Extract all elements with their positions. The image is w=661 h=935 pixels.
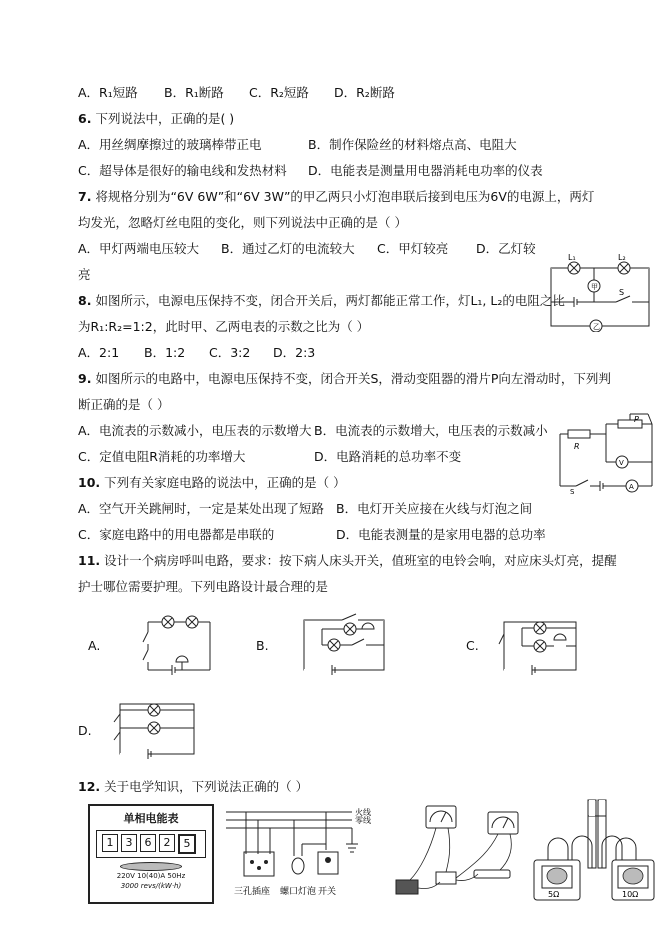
q12-number: 12. <box>78 779 101 794</box>
svg-text:乙: 乙 <box>593 323 600 331</box>
q12-resistor-5ohm-label: 5Ω <box>548 890 560 899</box>
meter-digit: 1 <box>102 834 118 852</box>
q9-label-v: V <box>619 459 624 467</box>
q9-stem-line1 <box>78 370 611 388</box>
q10-stem-text: 下列有关家庭电路的说法中，正确的是（ ） <box>104 475 346 490</box>
q12-neutral-wire-label: 零线 <box>355 816 371 825</box>
q5-option-c: C．R₂短路 <box>249 85 309 100</box>
q9-option-d: D．电路消耗的总功率不变 <box>314 449 462 464</box>
q11-circuit-a <box>138 612 218 676</box>
q5-option-d: D．R₂断路 <box>334 85 395 100</box>
q12-bulb-label: 螺口灯泡 <box>280 887 317 897</box>
svg-text:甲: 甲 <box>591 283 598 291</box>
q7-stem-text1: 将规格分别为“6V 6W”和“6V 3W”的甲乙两只小灯泡串联后接到电压为6V的电源上，两灯 <box>95 189 595 204</box>
q12-meter-digits <box>102 834 196 854</box>
q12-heating-experiment <box>528 796 656 904</box>
q9-label-s: S <box>570 488 575 496</box>
q7-option-c: C．甲灯较亮 <box>377 241 449 256</box>
q8-stem-line1 <box>78 292 565 310</box>
q10-option-a: A．空气开关跳闸时，一定是某处出现了短路 <box>78 501 325 516</box>
q12-meter-spec1: 220V 10(40)A 50Hz <box>116 872 186 880</box>
q11-option-a-label: A. <box>88 638 101 653</box>
q9-circuit-figure <box>554 412 656 500</box>
q12-switch-label: 开关 <box>318 887 337 897</box>
q8-number: 8. <box>78 293 92 308</box>
meter-digit: 5 <box>178 834 196 854</box>
q12-stem-text: 关于电学知识，下列说法正确的（ ） <box>104 779 309 794</box>
q8-label-l1: L₁ <box>568 253 576 262</box>
q11-option-d-label: D. <box>78 723 92 738</box>
q9-stem-line2: 断正确的是（ ） <box>78 397 170 412</box>
q7-stem-line1 <box>78 188 594 206</box>
q12-household-wiring <box>222 804 382 900</box>
q7-option-d: D．乙灯较 <box>476 241 536 256</box>
q8-option-c: C．3:2 <box>209 345 251 360</box>
q11-stem-line2: 护士哪位需要护理。下列电路设计最合理的是 <box>78 579 329 594</box>
q7-option-a: A．甲灯两端电压较大 <box>78 241 200 256</box>
q12-meter-spec2: 3000 revs/(kW·h) <box>120 882 182 890</box>
meter-disc <box>120 862 182 871</box>
q9-option-b: B．电流表的示数增大，电压表的示数减小 <box>314 423 548 438</box>
q6-number: 6. <box>78 111 92 126</box>
q9-option-c: C．定值电阻R消耗的功率增大 <box>78 449 246 464</box>
q8-option-a: A．2:1 <box>78 345 120 360</box>
q10-option-b: B．电灯开关应接在火线与灯泡之间 <box>336 501 533 516</box>
q9-label-a: A <box>629 483 634 491</box>
q11-circuit-c <box>496 612 586 676</box>
q11-number: 11. <box>78 553 101 568</box>
q12-meter-title: 单相电能表 <box>123 812 179 825</box>
q7-number: 7. <box>78 189 92 204</box>
q11-circuit-b <box>296 612 392 676</box>
q8-stem-text1: 如图所示，电源电压保持不变，闭合开关后，两灯都能正常工作，灯L₁, L₂的电阻之比 <box>95 293 565 308</box>
q9-stem-text1: 如图所示的电路中，电源电压保持不变，闭合开关S，滑动变阻器的滑片P向左滑动时，下列判 <box>95 371 611 386</box>
q5-option-a: A．R₁短路 <box>78 85 138 100</box>
q5-option-b: B．R₁断路 <box>164 85 224 100</box>
q12-stem <box>78 778 308 796</box>
q12-meter-experiment <box>390 800 522 904</box>
q12-energy-meter <box>88 804 214 904</box>
q7-stem-line2: 均发光，忽略灯丝电阻的变化，则下列说法中正确的是（ ） <box>78 215 407 230</box>
q8-option-b: B．1:2 <box>144 345 186 360</box>
q11-circuit-d <box>112 696 202 760</box>
q7-option-d-wrap: 亮 <box>78 267 91 282</box>
q8-option-d: D．2:3 <box>273 345 316 360</box>
q11-stem-line1 <box>78 552 617 570</box>
meter-digit: 6 <box>140 834 156 852</box>
q6-stem <box>78 110 234 128</box>
q10-number: 10. <box>78 475 101 490</box>
q6-option-d: D．电能表是测量用电器消耗电功率的仪表 <box>308 163 543 178</box>
q8-label-l2: L₂ <box>618 253 626 262</box>
q8-stem-line2: 为R₁:R₂=1:2，此时甲、乙两电表的示数之比为（ ） <box>78 319 370 334</box>
meter-digit: 3 <box>121 834 137 852</box>
q10-stem <box>78 474 346 492</box>
q11-option-b-label: B. <box>256 638 269 653</box>
q9-option-a: A．电流表的示数减小，电压表的示数增大 <box>78 423 312 438</box>
q6-stem-text: 下列说法中，正确的是( ) <box>95 111 235 126</box>
q12-socket-label: 三孔插座 <box>234 887 271 897</box>
q12-live-wire-label: 火线 <box>355 808 371 817</box>
q7-option-b: B．通过乙灯的电流较大 <box>221 241 355 256</box>
q9-label-p: P <box>634 415 639 424</box>
q6-option-c: C．超导体是很好的输电线和发热材料 <box>78 163 287 178</box>
q6-option-b: B．制作保险丝的材料熔点高、电阻大 <box>308 137 517 152</box>
q9-label-r: R <box>574 442 580 451</box>
q11-option-c-label: C. <box>466 638 479 653</box>
q8-label-s: S <box>619 288 625 297</box>
q10-option-c: C．家庭电路中的用电器都是串联的 <box>78 527 275 542</box>
meter-digit: 2 <box>159 834 175 852</box>
q9-number: 9. <box>78 371 92 386</box>
q12-resistor-10ohm-label: 10Ω <box>622 890 639 899</box>
q6-option-a: A．用丝绸摩擦过的玻璃棒带正电 <box>78 137 262 152</box>
q10-option-d: D．电能表测量的是家用电器的总功率 <box>336 527 546 542</box>
q11-stem-text1: 设计一个病房呼叫电路，要求：按下病人床头开关，值班室的电铃会响，对应床头灯亮，提醒 <box>104 553 617 568</box>
